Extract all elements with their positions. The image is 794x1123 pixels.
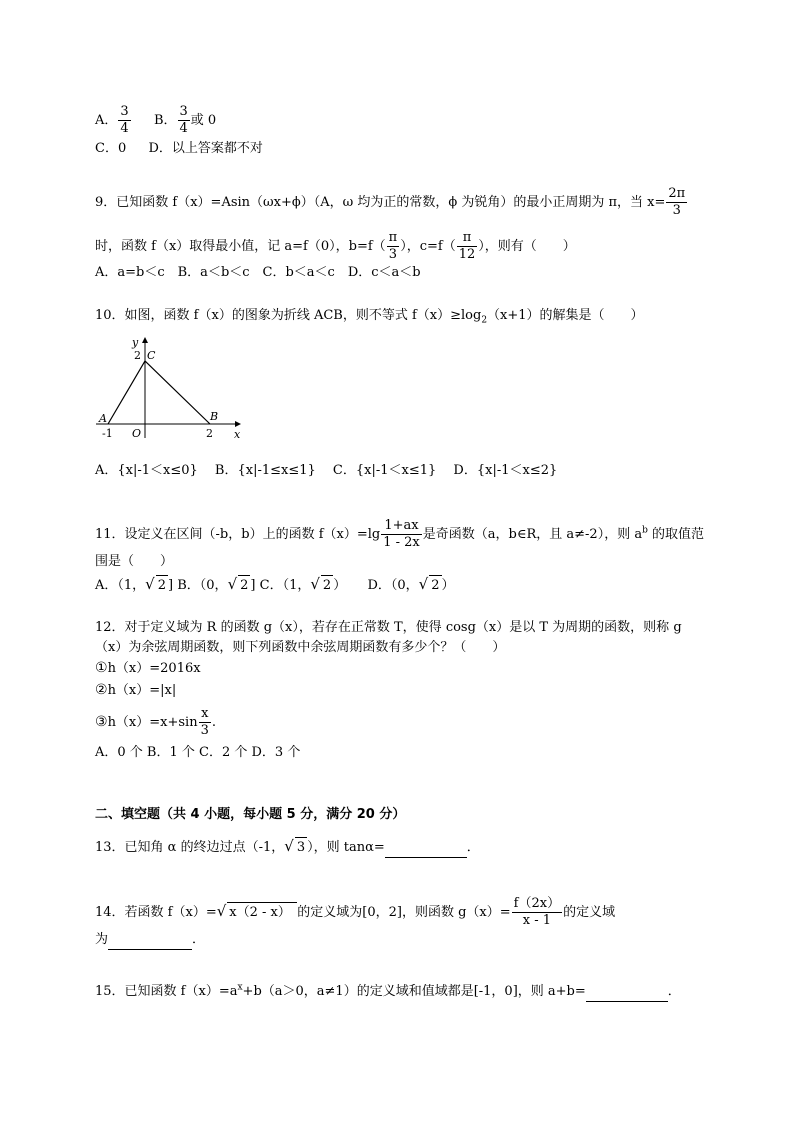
q8-option-a-label: A． <box>95 113 118 128</box>
q12-options: A．0 个 B．1 个 C．2 个 D．3 个 <box>95 745 301 760</box>
q14-fraction: $\frac{f(2x)}{x - 1}$ <box>513 896 561 928</box>
q12-stem-line2: （x）为余弦周期函数，则下列函数中余弦周期函数有多少个？（ ） <box>95 640 506 655</box>
q14-answer-blank[interactable] <box>108 935 192 950</box>
q10-point-b: B <box>210 410 219 423</box>
q10-y-label: y <box>132 336 139 349</box>
q12-item-3: ③h（x）=x+sin $\frac{x}{3}$ . <box>95 706 217 738</box>
q10-tick-xm1: -1 <box>102 427 113 440</box>
q13-answer-blank[interactable] <box>385 843 467 858</box>
q10-tick-y2: 2 <box>134 349 141 362</box>
q8-option-b-label: B． <box>153 113 177 128</box>
q10-graph <box>92 334 252 444</box>
q10-point-c: C <box>147 349 156 362</box>
q8-option-a-fraction: $\frac{3}{4}$ <box>120 104 129 136</box>
q8-options-ab <box>95 104 216 137</box>
q9-stem-line2: 时，函数 f（x）取得最小值，记 a=f（0），b=f（ $\frac{\pi}{3}$ ），c=f（ $\frac{\pi}{12}$ ），则有（ ） <box>95 230 576 262</box>
q10-x-label: x <box>234 428 241 441</box>
q9-b-fraction: $\frac{\pi}{3}$ <box>388 230 398 262</box>
q12-item3-fraction: $\frac{x}{3}$ <box>200 706 209 738</box>
q9-x-fraction: $\frac{2\pi}{3}$ <box>668 186 686 218</box>
q8-options-cd <box>95 139 263 159</box>
q10-tick-x2: 2 <box>206 427 213 440</box>
q12-stem-line1: 12．对于定义域为 R 的函数 g（x），若存在正常数 T，使得 cosg（x）是以 T 为周期的函数，则称 g <box>95 620 682 635</box>
q13-stem: 13．已知角 α 的终边过点（-1，√ 3 ），则 tanα= ． <box>95 836 480 858</box>
q9-c-fraction: $\frac{\pi}{12}$ <box>458 230 476 262</box>
q14-stem-line2: 为 ． <box>95 930 205 950</box>
q12-item-2: ②h（x）=|x| <box>95 682 177 698</box>
q9-options: A．a=b＜c B．a＜b＜c C．b＜a＜c D．c＜a＜b <box>95 265 421 280</box>
q8-option-d: D．以上答案都不对 <box>148 141 263 156</box>
q10-point-a: A <box>99 412 107 425</box>
q10-origin: O <box>132 427 142 440</box>
q8-option-b-fraction: $\frac{3}{4}$ <box>179 104 188 136</box>
q10-polyline-acb <box>108 361 210 424</box>
q8-option-b-tail: 或 0 <box>190 113 217 128</box>
section2-title: 二、填空题（共 4 小题，每小题 5 分，满分 20 分） <box>95 807 406 822</box>
q10-stem: 10．如图，函数 f（x）的图象为折线 ACB，则不等式 $f(x)\ge\log_2(x+1)$的解集是（ ） <box>95 308 644 326</box>
q14-stem-line1: 14．若函数 f（x）=√ x（2 - x） 的定义域为[0，2]，则函数 g（x）= $\frac{f(2x)}{x - 1}$ 的定义域 <box>95 896 616 928</box>
q15-stem: 15．已知函数 $f(x)=a^x+b(a>0$，a≠1）的定义域和值域都是[-1，0]，则 a+b= ． <box>95 982 681 1002</box>
q15-answer-blank[interactable] <box>586 987 668 1002</box>
q12-item-1: ①h（x）=2016x <box>95 660 201 676</box>
q11-stem-line1: 11．设定义在区间（-b，b）上的函数 f（x）=lg $\frac{1+ax}{1 - 2x}$ 是奇函数（a，b∈R，且 a≠-2），则 $a^b$ 的取值范 <box>95 518 704 550</box>
q11-options: A．（1，√ 2 ] B．（0，√ 2 ] C．（1，√ 2 ） D．（0，√ 2 ） <box>95 574 455 596</box>
q11-stem-line2: 围是（ ） <box>95 554 174 569</box>
q8-option-c: C．0 <box>95 141 127 156</box>
q10-options: A．{x|-1＜x≤0} B．{x|-1≤x≤1} C．{x|-1＜x≤1} D．{x|-1＜x≤2} <box>95 463 558 478</box>
q9-stem-line1: 9．已知函数 f（x）=Asin（ωx+ϕ）（A，ω 均为正的常数，ϕ 为锐角）的最小正周期为 π，当 x= $\frac{2\pi}{3}$ <box>95 186 686 218</box>
q11-fraction: $\frac{1+ax}{1 - 2x}$ <box>383 518 420 550</box>
